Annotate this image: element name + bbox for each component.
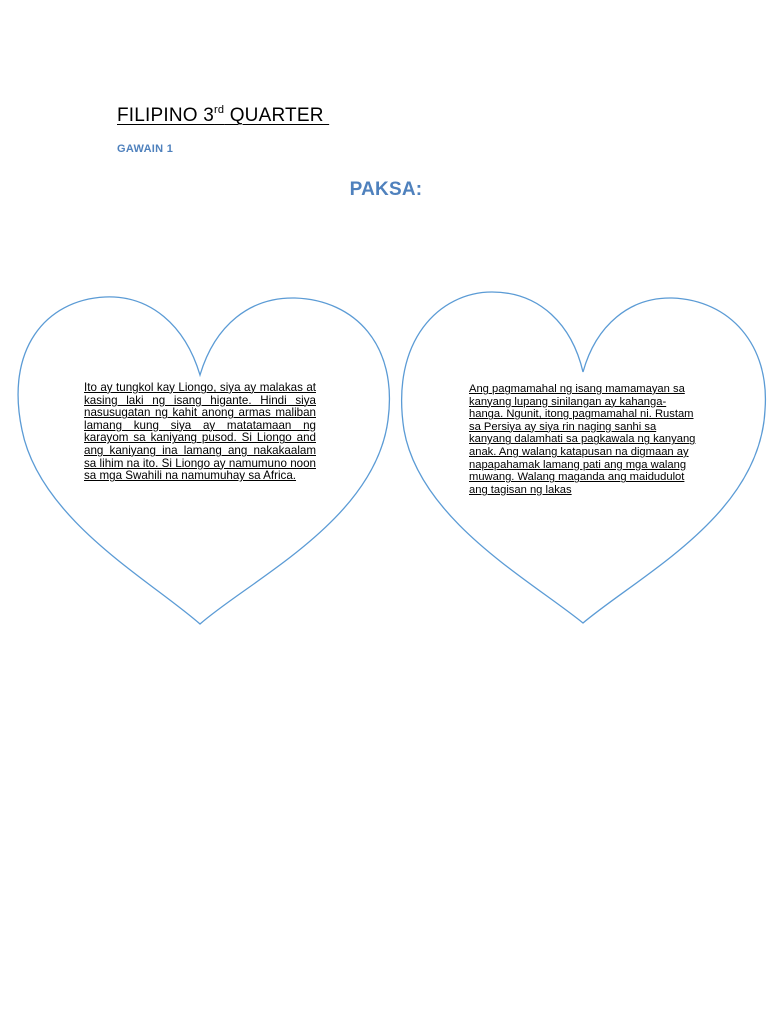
title-superscript: rd: [214, 104, 225, 116]
activity-subtitle: GAWAIN 1: [117, 143, 174, 155]
right-heart-text: Ang pagmamahal ng isang mamamayan sa kanyang lupang sinilangan ay kahanga-hanga. Ngunit, itong pagmamahal ni. Rustam sa Persiya ay siya rin naging sanhi sa kanyang dalamhati sa pagkawala ng kanyang anak. Ang walang katapusan na digmaan ay napapahamak lamang pati ang mga walang muwang. Walang maganda ang maidudulot ang tagisan ng lakas: [469, 383, 696, 496]
title-suffix: QUARTER: [224, 105, 330, 126]
title-prefix: FILIPINO 3: [117, 105, 215, 126]
topic-label: PAKSA:: [349, 179, 423, 200]
left-heart-text: Ito ay tungkol kay Liongo, siya ay malakas at kasing laki ng isang higante. Hindi siya nasusugatan ng kahit anong armas maliban lamang kung siya ay matatamaan ng karayom sa kaniyang pusod. Si Liongo and ang kaniyang ina lamang ang nakakaalam sa lihim na ito. Si Liongo ay namumuno noon sa mga Swahili na namumuhay sa Africa.: [84, 381, 316, 483]
